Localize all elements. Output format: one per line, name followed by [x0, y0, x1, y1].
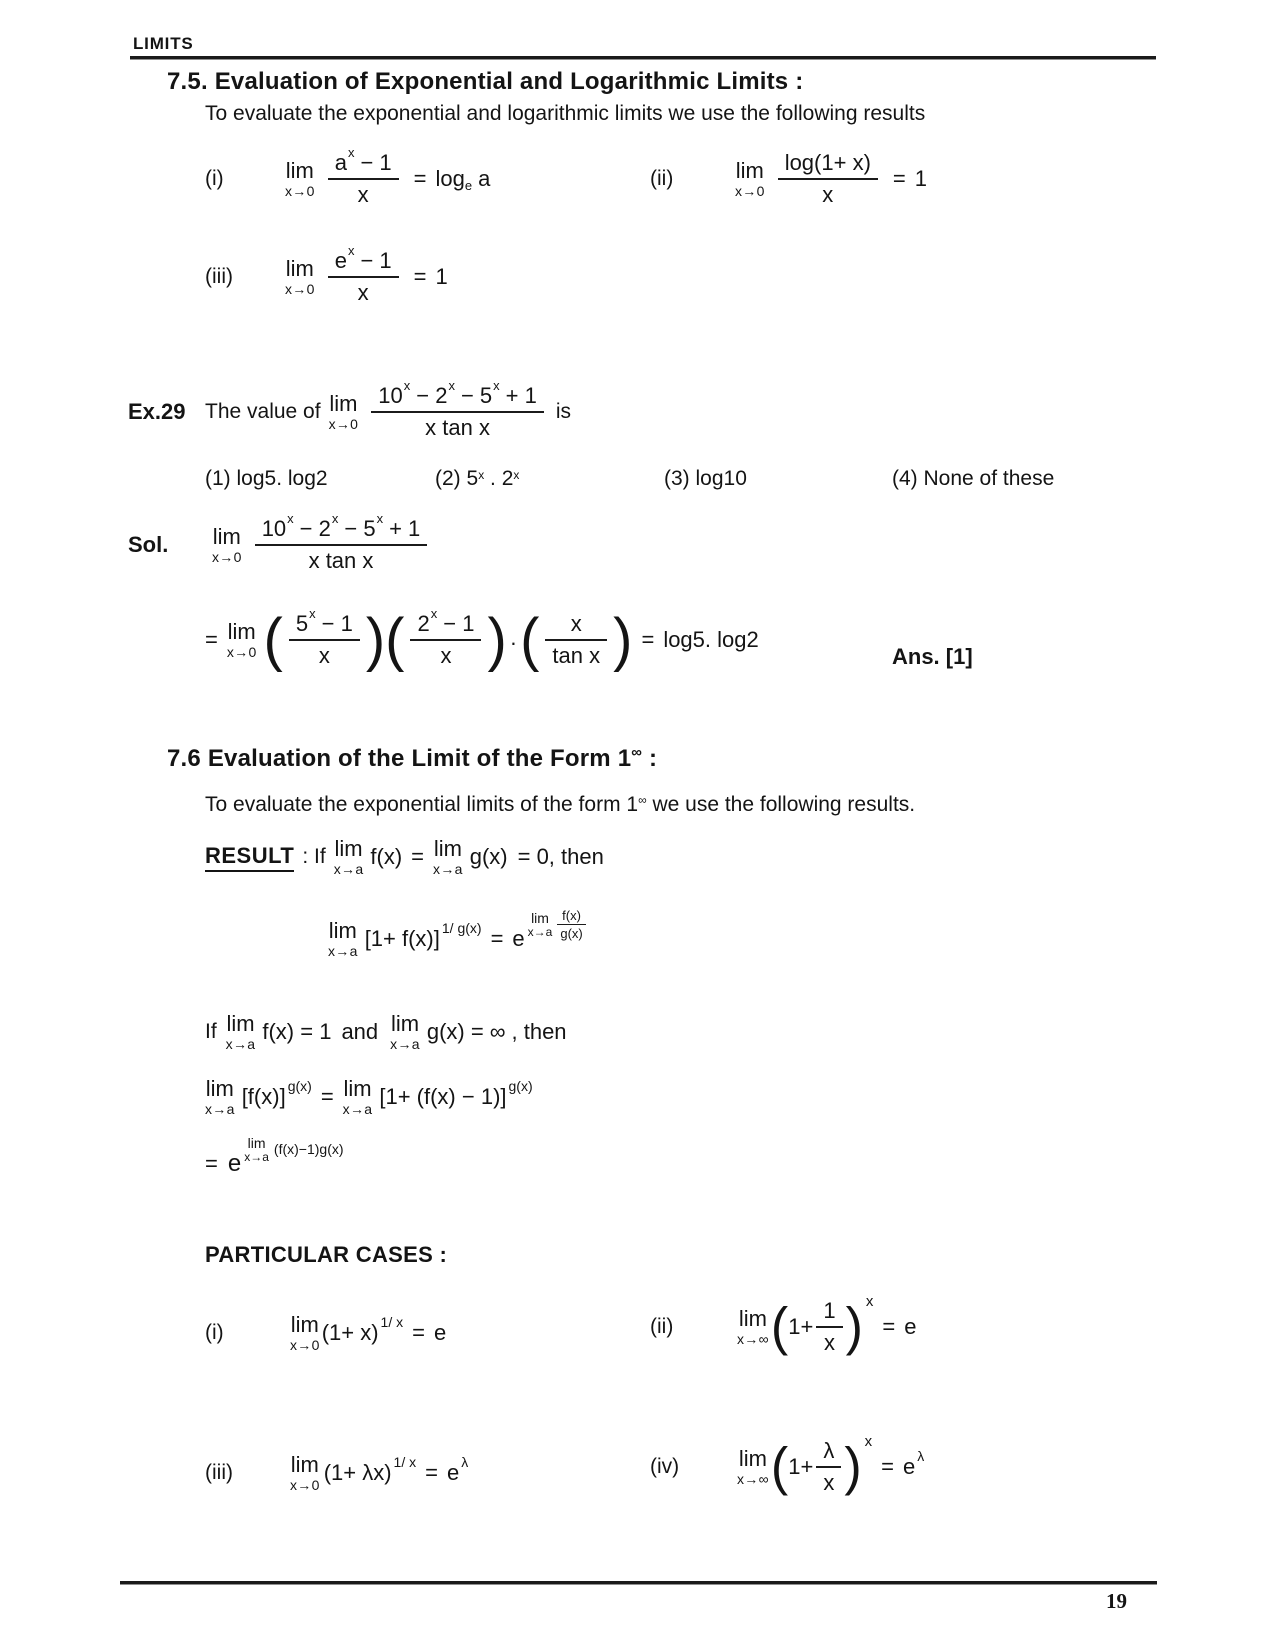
formula-ii-math: [735, 152, 927, 206]
example-29: [128, 378, 572, 440]
lim-operator: [334, 838, 364, 876]
lim-word: lim: [531, 909, 549, 926]
lim-operator: [735, 160, 765, 198]
solution-label: Sol.: [128, 532, 169, 557]
fraction-numerator: log(1+ x): [784, 150, 871, 175]
equals-sign: =: [205, 1151, 218, 1176]
footer-rule: [120, 1581, 1157, 1585]
lim-word: lim: [247, 1134, 266, 1151]
lim-subscript: x→0: [290, 1337, 320, 1353]
e-exponent: [244, 1136, 343, 1163]
fraction-numerator: 1: [823, 1298, 836, 1323]
e-exponent-math: [205, 1134, 344, 1178]
case-iv-label: (iv): [650, 1455, 680, 1478]
if-condition-line: [205, 1013, 567, 1051]
fraction-numerator: [328, 243, 399, 276]
lim-word: lim: [290, 1452, 319, 1477]
fraction-numerator: x: [570, 611, 582, 636]
lim-word: lim: [738, 1446, 767, 1471]
equals-sign: =: [490, 926, 504, 951]
math-token: − 2: [416, 383, 448, 408]
lim-word: lim: [226, 1011, 255, 1036]
fraction-numerator: [289, 606, 360, 639]
superscript-x: x: [376, 511, 384, 526]
euler-e: e: [446, 1460, 460, 1485]
lim-subscript: x→0: [285, 183, 315, 199]
math-token: 2: [417, 611, 430, 636]
math-token: a: [334, 150, 347, 175]
lim-subscript: x→a: [390, 1036, 420, 1052]
intro-text: To evaluate the exponential limits of the form 1: [205, 793, 639, 816]
log-word: log: [435, 166, 465, 191]
math-token: , then: [511, 1019, 567, 1044]
fraction-denominator: x: [816, 1326, 842, 1354]
math-token: − 1: [360, 248, 392, 273]
lim-operator: [212, 526, 242, 564]
fraction-denominator: tan x: [545, 639, 607, 667]
lim-word: lim: [205, 1076, 234, 1101]
lim-operator: [433, 838, 463, 876]
answer-label: Ans. [1]: [892, 644, 973, 669]
equals-sign: =: [412, 1320, 425, 1345]
lim-word: lim: [329, 391, 358, 416]
case-i: [205, 1314, 446, 1352]
solution-math-2: = lim x→0 ( 5 x − 1 x ) ( 2 x − 1 x ) · ( $\frac{x}{\text{tan x}}$ ) = log5. log2: [205, 606, 759, 673]
math-token: log5. log2: [663, 627, 759, 652]
example-29-lead: The value of: [205, 400, 321, 423]
math-token: − 5: [460, 383, 493, 408]
small-lim-operator: [244, 1136, 269, 1163]
fraction-numerator: [255, 511, 428, 544]
lim-operator: [205, 1078, 235, 1116]
option-2: [435, 467, 664, 491]
lim-subscript: x→∞: [737, 1331, 769, 1347]
section-7-6-heading: [167, 745, 657, 773]
lim-subscript: x→0: [328, 416, 359, 432]
superscript-x: x: [448, 378, 455, 393]
lim-operator: [737, 1448, 769, 1486]
section-7-5-heading: 7.5. Evaluation of Exponential and Logarithmic Limits :: [167, 68, 804, 95]
particular-cases-heading: PARTICULAR CASES :: [205, 1242, 448, 1267]
example-29-tail: is: [555, 400, 572, 423]
fx-gx-formula: [205, 1078, 533, 1116]
options-row: [205, 467, 1054, 491]
if-text: If: [205, 1020, 217, 1043]
formula-ii: [650, 152, 927, 206]
lim-operator: [285, 258, 315, 296]
euler-e: e: [904, 1314, 917, 1339]
equals-sign: =: [425, 1460, 438, 1485]
formula-ii-label: (ii): [650, 167, 674, 190]
lambda-exponent: λ: [461, 1454, 469, 1470]
fraction-denominator: x: [289, 639, 360, 667]
math-token: = 0, then: [517, 844, 604, 869]
bracket-expression: [1+ (f(x) − 1)]: [379, 1084, 507, 1109]
case-iii-label: (iii): [205, 1461, 233, 1484]
superscript-x: x: [309, 606, 316, 621]
case-ii-label: (ii): [650, 1315, 674, 1338]
solution-line-1: [128, 511, 433, 573]
fraction-denominator: x: [328, 178, 399, 206]
paren-expression: (1+ x): [321, 1320, 379, 1345]
paren-expression: (1+ λx): [323, 1460, 392, 1485]
lim-word: lim: [343, 1076, 372, 1101]
math-token: − 1: [360, 150, 392, 175]
section-7-6-intro: [205, 793, 915, 817]
fraction-numerator: f(x): [562, 907, 581, 923]
multiplication-dot: ·: [509, 630, 518, 655]
lim-operator: [328, 920, 358, 958]
lim-subscript: x→0: [735, 183, 765, 199]
equals-sign: =: [413, 264, 427, 289]
case-iii-math: [290, 1454, 468, 1492]
superscript-x: x: [430, 606, 438, 621]
math-token: 1+: [788, 1314, 814, 1339]
math-token: g(x): [469, 844, 508, 869]
euler-e: e: [433, 1320, 447, 1345]
fraction: [778, 152, 878, 206]
section-7-5-intro: To evaluate the exponential and logarithmic limits we use the following results: [205, 102, 926, 125]
lim-subscript: x→a: [244, 1149, 269, 1164]
heading-text: 7.6 Evaluation of the Limit of the Form 1: [167, 745, 632, 772]
fraction: [545, 613, 607, 667]
math-token: 1+: [788, 1454, 814, 1479]
lim-word: lim: [334, 836, 363, 861]
math-token: f(x) = 1: [262, 1019, 332, 1044]
header-rule: [130, 56, 1156, 60]
equals-sign: =: [641, 627, 655, 652]
fraction-numerator: [410, 606, 481, 639]
equals-sign: =: [881, 1454, 894, 1479]
fraction: [816, 1440, 841, 1494]
superscript-x: x: [347, 243, 355, 258]
math-token: − 2: [299, 516, 331, 541]
equals-sign: =: [413, 166, 427, 191]
bracket-expression: [f(x)]: [241, 1084, 286, 1109]
exponent: g(x): [287, 1078, 312, 1094]
lim-subscript: x→0: [290, 1477, 320, 1493]
solution-math-1: [212, 511, 433, 573]
equals-sign: =: [882, 1314, 896, 1339]
lim-operator: [285, 160, 315, 198]
fraction-numerator: [371, 378, 544, 411]
math-token: 5: [295, 611, 309, 636]
fraction-denominator: x tan x: [255, 544, 428, 572]
lim-subscript: x→∞: [737, 1471, 769, 1487]
case-iii: [205, 1454, 468, 1492]
fraction: [289, 606, 360, 668]
lambda-exponent: λ: [917, 1448, 925, 1464]
math-token: . 2: [484, 467, 514, 490]
lim-word: lim: [290, 1312, 319, 1337]
e-exponent: [528, 909, 586, 940]
euler-e: e: [512, 926, 525, 951]
heading-text: :: [642, 745, 658, 772]
math-token: (2) 5: [435, 467, 479, 490]
math-token: + 1: [505, 383, 537, 408]
option-3: (3) log10: [664, 467, 747, 490]
math-token: a: [478, 166, 491, 191]
math-token: f(x): [370, 844, 403, 869]
math-token: + 1: [389, 516, 421, 541]
exponent: x: [864, 1432, 873, 1450]
superscript-x: x: [347, 145, 355, 160]
fx-gx-math: [205, 1078, 533, 1116]
lim-operator: [329, 393, 359, 431]
lim-subscript: x→a: [342, 1101, 373, 1117]
equals-sign: =: [320, 1084, 334, 1109]
case-i-label: (i): [205, 1321, 224, 1344]
fraction: [816, 1300, 842, 1354]
exponent: 1/ x: [393, 1454, 417, 1470]
math-token: − 1: [321, 611, 353, 636]
solution-line-2: [205, 606, 759, 673]
lim-operator: [226, 1013, 256, 1051]
lim-word: lim: [227, 619, 256, 644]
result-formula: [328, 907, 586, 959]
fraction: [328, 145, 399, 207]
infinity-superscript: ∞: [638, 793, 647, 807]
exponent: g(x): [508, 1078, 533, 1094]
lim-subscript: x→a: [333, 861, 364, 877]
formula-i: [205, 145, 491, 207]
math-token: − 1: [443, 611, 475, 636]
lim-operator: [343, 1078, 373, 1116]
exponent-expression: (f(x)−1)g(x): [273, 1141, 344, 1157]
lim-word: lim: [390, 1011, 420, 1036]
result-formula-math: [328, 907, 586, 959]
superscript-x: x: [478, 468, 485, 482]
lim-operator: [737, 1308, 769, 1346]
page-number: 19: [1106, 1589, 1127, 1613]
case-i-math: [290, 1314, 446, 1352]
example-29-label: Ex.29: [128, 399, 186, 424]
case-ii: [650, 1292, 917, 1357]
lim-subscript: x→0: [226, 644, 257, 660]
fraction-numerator: [328, 145, 399, 178]
math-token: 1: [914, 166, 928, 191]
lim-word: lim: [738, 1306, 767, 1331]
lim-operator: [290, 1314, 320, 1352]
lim-subscript: x→a: [433, 861, 463, 877]
infinity-superscript: ∞: [631, 744, 643, 761]
e-exponent-formula: [205, 1134, 344, 1178]
math-token: 10: [378, 383, 403, 408]
equals-sign: =: [411, 844, 425, 869]
formula-i-math: [285, 145, 491, 207]
case-iv: [650, 1432, 925, 1497]
fraction-denominator: x tan x: [371, 411, 544, 439]
result-condition: [334, 838, 604, 876]
euler-e: e: [227, 1150, 242, 1177]
lim-operator: [227, 621, 257, 659]
lim-word: lim: [285, 256, 314, 281]
formula-iii-label: (iii): [205, 265, 233, 288]
lim-operator: [390, 1013, 420, 1051]
exponent: 1/ g(x): [441, 920, 482, 936]
fraction-numerator: λ: [823, 1438, 835, 1463]
lim-word: lim: [285, 158, 314, 183]
small-lim-operator: [528, 911, 553, 938]
superscript-x: x: [513, 468, 520, 482]
fraction: [410, 606, 481, 668]
math-token: 10: [261, 516, 287, 541]
exponent: x: [865, 1292, 874, 1310]
math-token: 1: [435, 264, 448, 289]
formula-iii-math: [285, 243, 448, 305]
equals-sign: =: [892, 166, 906, 191]
exponent: 1/ x: [380, 1314, 404, 1330]
euler-e: e: [903, 1454, 916, 1479]
small-fraction: [557, 909, 585, 940]
lim-word: lim: [212, 524, 241, 549]
lim-subscript: x→0: [285, 281, 315, 297]
and-text: and: [341, 1019, 379, 1044]
case-iv-math: lim x→∞ ( 1+ $\frac{\lambda}{x}$ ) x = e λ: [737, 1432, 925, 1497]
fraction-denominator: x: [778, 178, 878, 206]
superscript-x: x: [287, 511, 294, 526]
lim-subscript: x→a: [527, 924, 553, 939]
fraction: [328, 243, 399, 305]
fraction: [255, 511, 428, 573]
math-token: g(x) = ∞: [426, 1019, 506, 1044]
page-header-title: LIMITS: [133, 34, 194, 53]
lim-subscript: x→0: [212, 549, 242, 565]
result-label: RESULT: [205, 843, 294, 872]
fraction-denominator: g(x): [557, 924, 585, 940]
option-1: (1) log5. log2: [205, 467, 328, 490]
example-29-math: [328, 378, 572, 440]
if-condition-math: [226, 1013, 567, 1051]
result-line: [205, 838, 604, 876]
case-ii-math: lim x→∞ ( 1+ $\frac{1}{x}$ ) x = e: [737, 1292, 917, 1357]
math-token: e: [334, 248, 347, 273]
option-4: (4) None of these: [892, 467, 1055, 490]
superscript-x: x: [403, 378, 411, 393]
formula-i-label: (i): [205, 167, 224, 190]
lim-subscript: x→a: [328, 943, 358, 959]
lim-word: lim: [328, 918, 357, 943]
lim-subscript: x→a: [225, 1036, 256, 1052]
formula-iii: [205, 243, 448, 305]
bracket-expression: [1+ f(x)]: [364, 926, 440, 951]
superscript-x: x: [331, 511, 339, 526]
log-base-subscript: e: [464, 177, 473, 193]
lim-word: lim: [433, 836, 462, 861]
equals-sign: =: [205, 627, 218, 652]
fraction-denominator: x: [410, 639, 481, 667]
fraction-denominator: x: [816, 1466, 841, 1494]
fraction-denominator: x: [328, 276, 399, 304]
result-if-text: : If: [302, 845, 326, 868]
intro-text: we use the following results.: [646, 793, 916, 816]
fraction: [371, 378, 544, 440]
lim-subscript: x→a: [205, 1101, 235, 1117]
lim-operator: [290, 1454, 320, 1492]
superscript-x: x: [493, 378, 500, 393]
lim-word: lim: [735, 158, 764, 183]
math-token: − 5: [344, 516, 376, 541]
